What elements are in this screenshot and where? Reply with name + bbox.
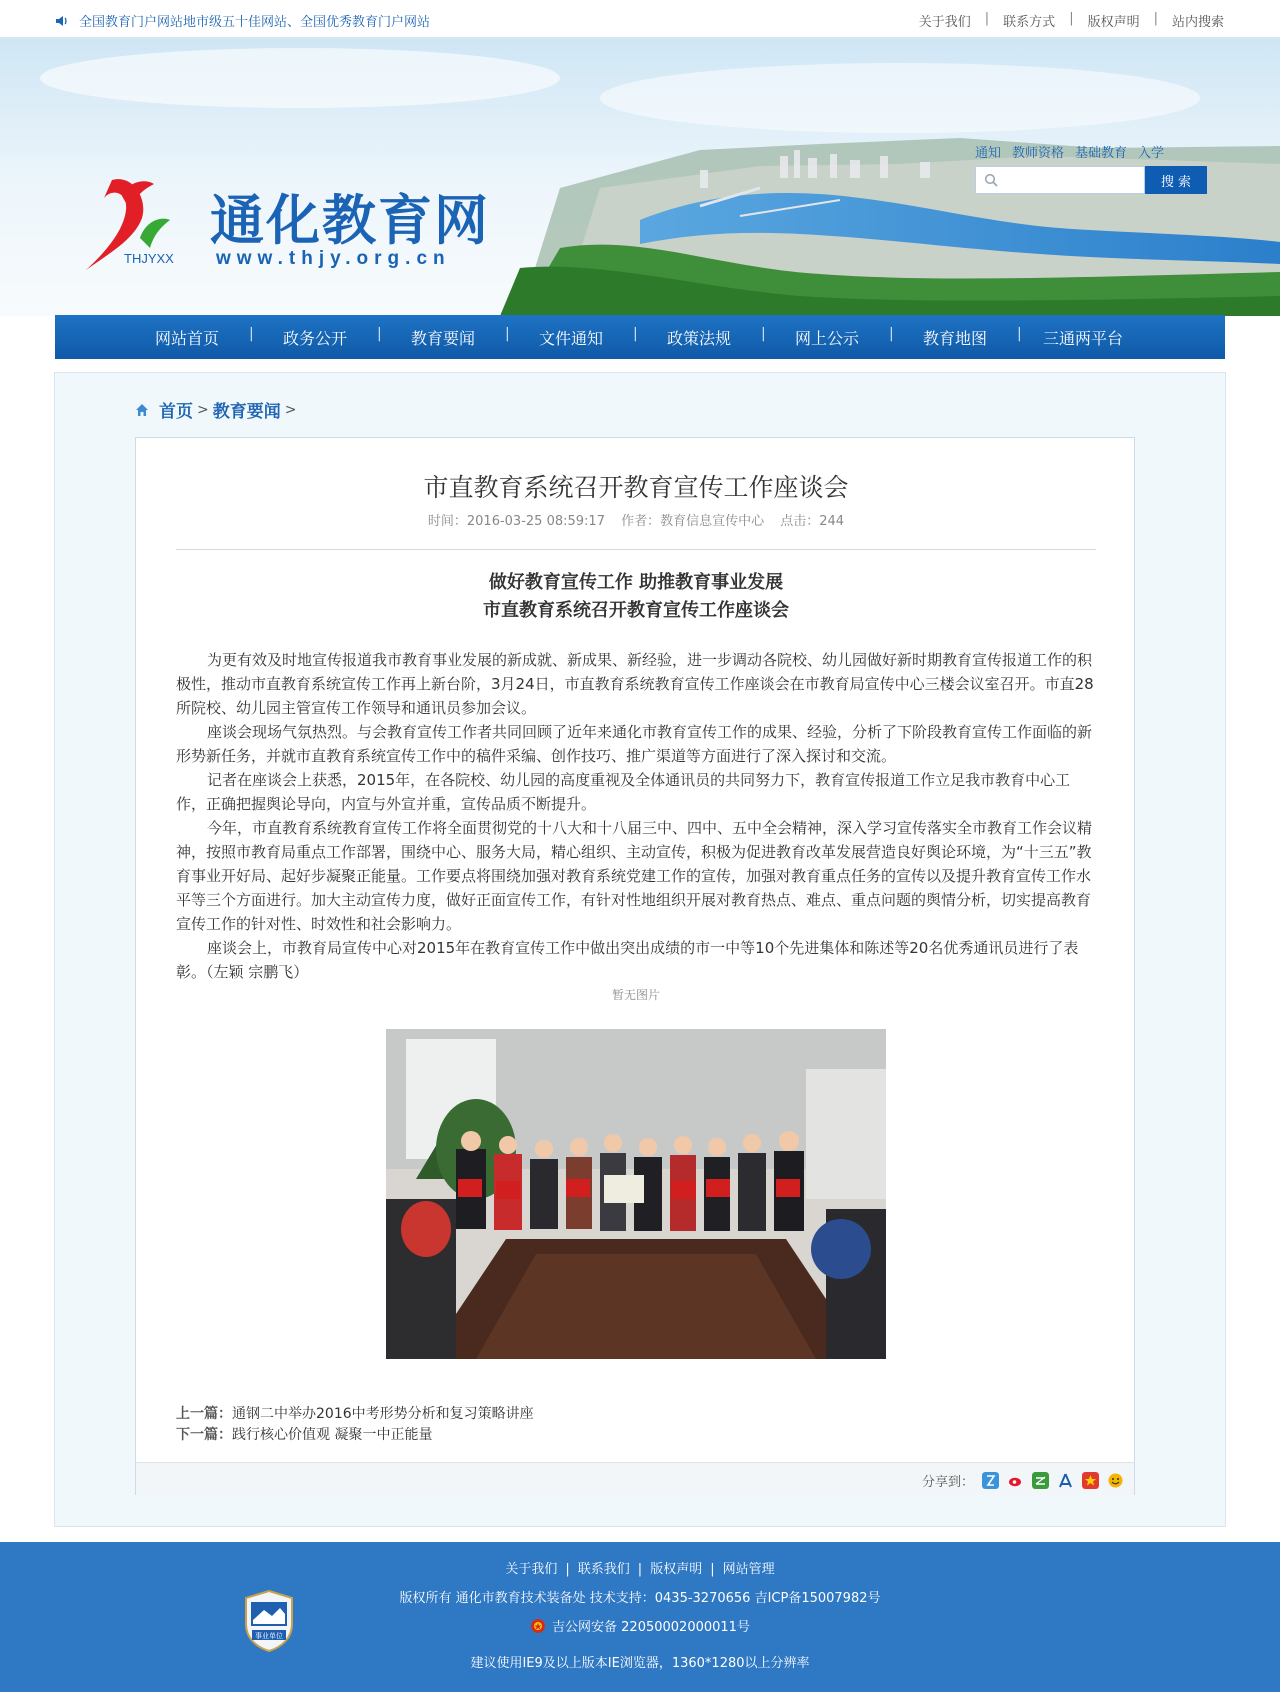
nav-notices[interactable]: | 文件通知: [507, 326, 635, 349]
weibo-share-icon[interactable]: [1007, 1472, 1024, 1489]
next-article-link[interactable]: 践行核心价值观 凝聚一中正能量: [232, 1427, 433, 1443]
footer: [0, 1542, 1280, 1692]
site-search-link[interactable]: 站内搜索: [1171, 15, 1224, 30]
renren-share-icon[interactable]: [1032, 1472, 1049, 1489]
breadcrumb-home[interactable]: 首页: [159, 402, 193, 422]
speaker-icon: [55, 14, 69, 28]
site-notice: [55, 11, 430, 30]
footer-police-record: [0, 1616, 1280, 1635]
nav-public-notice[interactable]: | 网上公示: [763, 326, 891, 349]
breadcrumb: 首页 > 教育要闻 >: [135, 397, 300, 422]
article-subtitle: 市直教育系统召开教育宣传工作座谈会: [483, 600, 789, 621]
article: [135, 437, 1135, 1495]
hotword-link[interactable]: 通知: [975, 146, 1002, 161]
nav-education-news[interactable]: | 教育要闻: [379, 326, 507, 349]
footer-copyright-link[interactable]: 版权声明: [650, 1562, 703, 1577]
article-paragraph: 座谈会上，市教育局宣传中心对2015年在教育宣传工作中做出突出成绩的市一中等10个先进集体和陈述等20名优秀通讯员进行了表彰。（左颖 宗鹏飞）: [176, 939, 1079, 981]
top-links: 关于我们 | 联系方式 | 版权声明 | 站内搜索: [918, 11, 1224, 30]
badge-text: 事业单位: [255, 1632, 283, 1640]
breadcrumb-section[interactable]: 教育要闻: [212, 402, 281, 422]
nav-platform[interactable]: | 三通两平台: [1019, 326, 1147, 349]
divider: [176, 549, 1096, 550]
search-button[interactable]: 搜 索: [1145, 166, 1207, 194]
footer-contact-link[interactable]: 联系我们: [577, 1562, 630, 1577]
copyright-link[interactable]: 版权声明: [1087, 15, 1140, 30]
police-record-text[interactable]: 吉公网安备 22050002000011号: [552, 1620, 750, 1635]
police-emblem-icon: [530, 1618, 546, 1634]
hotword-link[interactable]: 教师资格: [1012, 146, 1065, 161]
prev-article-link[interactable]: 通钢二中举办2016中考形势分析和复习策略讲座: [232, 1406, 534, 1422]
qzone-share-icon[interactable]: [982, 1472, 999, 1489]
share-label: 分享到：: [921, 1475, 974, 1490]
search-input[interactable]: [1008, 170, 1138, 190]
article-time: 时间：2016-03-25 08:59:17: [427, 514, 605, 529]
prev-next-links: 上一篇：通钢二中举办2016中考形势分析和复习策略讲座 下一篇：践行核心价值观 凝聚一中正能量: [176, 1406, 534, 1443]
home-icon: [135, 403, 149, 417]
search-icon: [984, 173, 998, 187]
nav-government[interactable]: | 政务公开: [251, 326, 379, 349]
smile-share-icon[interactable]: [1107, 1472, 1124, 1489]
hotword-link[interactable]: 基础教育: [1075, 146, 1128, 161]
article-paragraph: 为更有效及时地宣传报道我市教育事业发展的新成就、新成果、新经验，进一步调动各院校、幼儿园做好新时期教育宣传报道工作的积极性，推动市直教育系统宣传工作再上新台阶，3月24日，市直教育系统教育宣传工作座谈会在市教育局宣传中心三楼会议室召开。市直28所院校、幼儿园主管宣传工作领导和通讯员参加会议。: [176, 651, 1094, 717]
people-share-icon[interactable]: [1057, 1472, 1074, 1489]
search-box: [975, 166, 1207, 194]
footer-admin-link[interactable]: 网站管理: [722, 1562, 775, 1577]
main-nav: [55, 315, 1225, 359]
logo-abbreviation: THJYXX: [124, 251, 174, 266]
article-clicks: 点击：244: [780, 514, 845, 529]
article-meta: [136, 510, 1136, 529]
site-notice-text: 全国教育门户网站地市级五十佳网站、全国优秀教育门户网站: [79, 15, 431, 30]
hotword-link[interactable]: 入学: [1138, 146, 1165, 161]
article-subtitle: 做好教育宣传工作 助推教育事业发展: [488, 572, 784, 593]
share-buttons: [922, 1471, 1124, 1490]
nav-home[interactable]: 网站首页: [154, 328, 219, 348]
article-paragraph: 记者在座谈会上获悉，2015年，在各院校、幼儿园的高度重视及全体通讯员的共同努力下，教育宣传报道工作立足我市教育中心工作，正确把握舆论导向，内宣与外宣并重，宣传品质不断提升。: [176, 771, 1071, 813]
top-bar: [0, 0, 1280, 38]
article-paragraph: 座谈会现场气氛热烈。与会教育宣传工作者共同回顾了近年来通化市教育宣传工作的成果、经验，分析了下阶段教育宣传工作面临的新形势新任务，并就市直教育系统宣传工作中的稿件采编、创作技巧、推广渠道等方面进行了深入探讨和交流。: [176, 723, 1093, 765]
header-banner: [0, 38, 1280, 316]
article-author: 作者：教育信息宣传中心: [621, 514, 765, 529]
search-input-wrap: [975, 166, 1145, 194]
star-share-icon[interactable]: [1082, 1472, 1099, 1489]
article-title: 市直教育系统召开教育宣传工作座谈会: [423, 473, 849, 502]
no-image-text: 暂无图片: [611, 988, 660, 1002]
content-panel: [54, 372, 1226, 1527]
hot-keywords: [975, 142, 1164, 161]
article-body: [176, 648, 1096, 984]
site-url: www.thjy.org.cn: [216, 248, 451, 269]
article-paragraph: 今年，市直教育系统教育宣传工作将全面贯彻党的十八大和十八届三中、四中、五中全会精神，深入学习宣传落实全市教育工作会议精神，按照市教育局重点工作部署，围绕中心、服务大局，精心组织、主动宣传，积极为促进教育改革发展营造良好舆论环境，为“十三五”教育事业开好局、起好步凝聚正能量。工作要点将围绕加强对教育系统党建工作的宣传，加强对教育重点任务的宣传以及提升教育宣传工作水平等三个方面进行。加大主动宣传力度，做好正面宣传工作，有针对性地组织开展对教育热点、难点、重点问题的舆情分析，切实提高教育宣传工作的针对性、时效性和社会影响力。: [176, 819, 1093, 933]
nav-policy[interactable]: | 政策法规: [635, 326, 763, 349]
contact-link[interactable]: 联系方式: [1003, 15, 1056, 30]
share-bar: [136, 1462, 1134, 1495]
about-link[interactable]: 关于我们: [918, 15, 971, 30]
site-title[interactable]: 通化教育网: [210, 189, 490, 252]
meeting-photo: [386, 1029, 886, 1359]
footer-links: 关于我们 | 联系我们 | 版权声明 | 网站管理: [505, 1562, 775, 1577]
footer-about-link[interactable]: 关于我们: [505, 1562, 558, 1577]
nav-education-map[interactable]: | 教育地图: [891, 326, 1019, 349]
footer-copyright: 版权所有 通化市教育技术装备处 技术支持：0435-3270656 吉ICP备15007982号: [399, 1591, 881, 1606]
footer-browser-tip: 建议使用IE9及以上版本IE浏览器，1360*1280以上分辨率: [470, 1656, 810, 1671]
